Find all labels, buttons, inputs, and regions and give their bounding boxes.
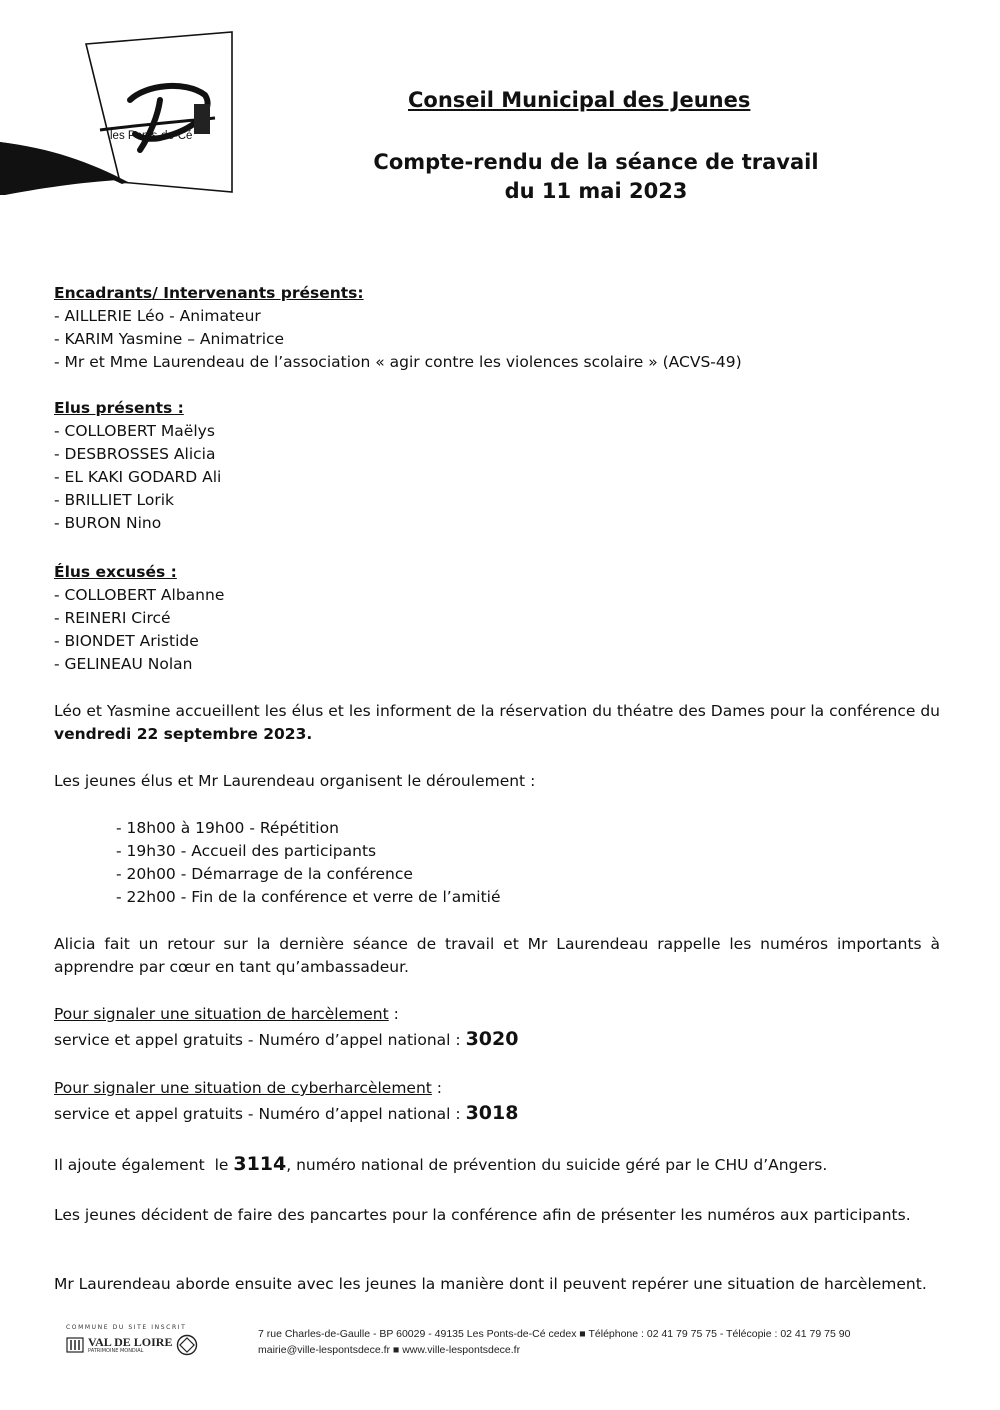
elu-excuse-item: - GELINEAU Nolan bbox=[54, 655, 193, 673]
footer-logo-main: VAL DE LOIRE bbox=[88, 1335, 173, 1349]
footer-web: mairie@ville-lespontsdece.fr ■ www.ville-lespontsdece.fr bbox=[258, 1344, 521, 1356]
cyberharcelement-block bbox=[54, 1077, 518, 1126]
footer-logo-top: COMMUNE DU SITE INSCRIT bbox=[66, 1324, 187, 1331]
retour-paragraph: Alicia fait un retour sur la dernière séance de travail et Mr Laurendeau rappelle les numéros importants à apprendre par cœur en tant qu’ambassadeur. bbox=[54, 935, 940, 976]
encadrant-item: - AILLERIE Léo - Animateur bbox=[54, 307, 261, 325]
document-title: Conseil Municipal des Jeunes bbox=[408, 88, 751, 112]
suicide-paragraph bbox=[54, 1153, 827, 1177]
harcelement-label: Pour signaler une situation de harcèlement bbox=[54, 1005, 389, 1023]
suicide-after: , numéro national de prévention du suicide géré par le CHU d’Angers. bbox=[286, 1156, 828, 1174]
harcelement-block bbox=[54, 1003, 518, 1052]
schedule-item: - 22h00 - Fin de la conférence et verre de l’amitié bbox=[116, 888, 501, 906]
harcelement-number: 3020 bbox=[465, 1028, 519, 1050]
elu-present-item: - DESBROSSES Alicia bbox=[54, 445, 216, 463]
harcelement-line: service et appel gratuits - Numéro d’appel national : bbox=[54, 1031, 466, 1049]
val-de-loire-logo bbox=[66, 1324, 206, 1364]
schedule-item: - 19h30 - Accueil des participants bbox=[116, 842, 377, 860]
subtitle-line-1: Compte-rendu de la séance de travail bbox=[373, 150, 819, 174]
intro-text: Léo et Yasmine accueillent les élus et les informent de la réservation du théatre des Dames pour la conférence du bbox=[54, 702, 940, 720]
elus-presents-heading: Elus présents : bbox=[54, 399, 184, 417]
schedule-item: - 18h00 à 19h00 - Répétition bbox=[116, 819, 339, 837]
conference-date: vendredi 22 septembre 2023. bbox=[54, 725, 313, 743]
unesco-emblem-icon bbox=[176, 1334, 198, 1356]
elu-excuse-item: - REINERI Circé bbox=[54, 609, 171, 627]
elu-present-item: - EL KAKI GODARD Ali bbox=[54, 468, 222, 486]
organisation-paragraph: Les jeunes élus et Mr Laurendeau organisent le déroulement : bbox=[54, 772, 536, 790]
reperer-paragraph: Mr Laurendeau aborde ensuite avec les jeunes la manière dont il peuvent repérer une situation de harcèlement. bbox=[54, 1275, 927, 1293]
harcelement-label-suffix: : bbox=[388, 1005, 399, 1023]
suicide-number: 3114 bbox=[233, 1153, 287, 1175]
elu-present-item: - BURON Nino bbox=[54, 514, 162, 532]
town-logo-graphic bbox=[0, 30, 240, 195]
town-logo bbox=[0, 30, 240, 195]
footer-logo-sub: PATRIMOINE MONDIAL bbox=[88, 1348, 144, 1354]
subtitle-line-2: du 11 mai 2023 bbox=[504, 179, 688, 203]
cyberharcelement-line: service et appel gratuits - Numéro d’appel national : bbox=[54, 1105, 466, 1123]
footer-contact bbox=[258, 1326, 850, 1358]
elu-excuse-item: - COLLOBERT Albanne bbox=[54, 586, 225, 604]
elus-presents-section bbox=[54, 397, 221, 535]
elu-present-item: - BRILLIET Lorik bbox=[54, 491, 175, 509]
cyberharcelement-label: Pour signaler une situation de cyberharcèlement bbox=[54, 1079, 432, 1097]
monument-icon bbox=[66, 1336, 84, 1354]
elus-excuses-heading: Élus excusés : bbox=[54, 563, 177, 581]
cyberharcelement-number: 3018 bbox=[465, 1102, 519, 1124]
town-logo-text: les Ponts-de-Cé bbox=[110, 130, 193, 142]
footer-address: 7 rue Charles-de-Gaulle - BP 60029 - 49135 Les Ponts-de-Cé cedex ■ Téléphone : 02 41 79 75 75 - Télécopie : 02 41 79 75 90 bbox=[258, 1328, 851, 1340]
pancartes-paragraph: Les jeunes décident de faire des pancartes pour la conférence afin de présenter les numéros aux participants. bbox=[54, 1206, 911, 1224]
elu-present-item: - COLLOBERT Maëlys bbox=[54, 422, 215, 440]
schedule-item: - 20h00 - Démarrage de la conférence bbox=[116, 865, 413, 883]
encadrant-item: - Mr et Mme Laurendeau de l’association « agir contre les violences scolaire » (ACVS-49) bbox=[54, 353, 742, 371]
elu-excuse-item: - BIONDET Aristide bbox=[54, 632, 199, 650]
intro-paragraph bbox=[54, 700, 940, 746]
cyberharcelement-label-suffix: : bbox=[431, 1079, 443, 1097]
schedule-list bbox=[116, 817, 501, 909]
document-subtitle bbox=[345, 148, 847, 206]
elus-excuses-section bbox=[54, 561, 224, 676]
encadrant-item: - KARIM Yasmine – Animatrice bbox=[54, 330, 285, 348]
encadrants-section bbox=[54, 282, 742, 374]
suicide-before: Il ajoute également le bbox=[54, 1156, 234, 1174]
encadrants-heading: Encadrants/ Intervenants présents: bbox=[54, 284, 364, 302]
